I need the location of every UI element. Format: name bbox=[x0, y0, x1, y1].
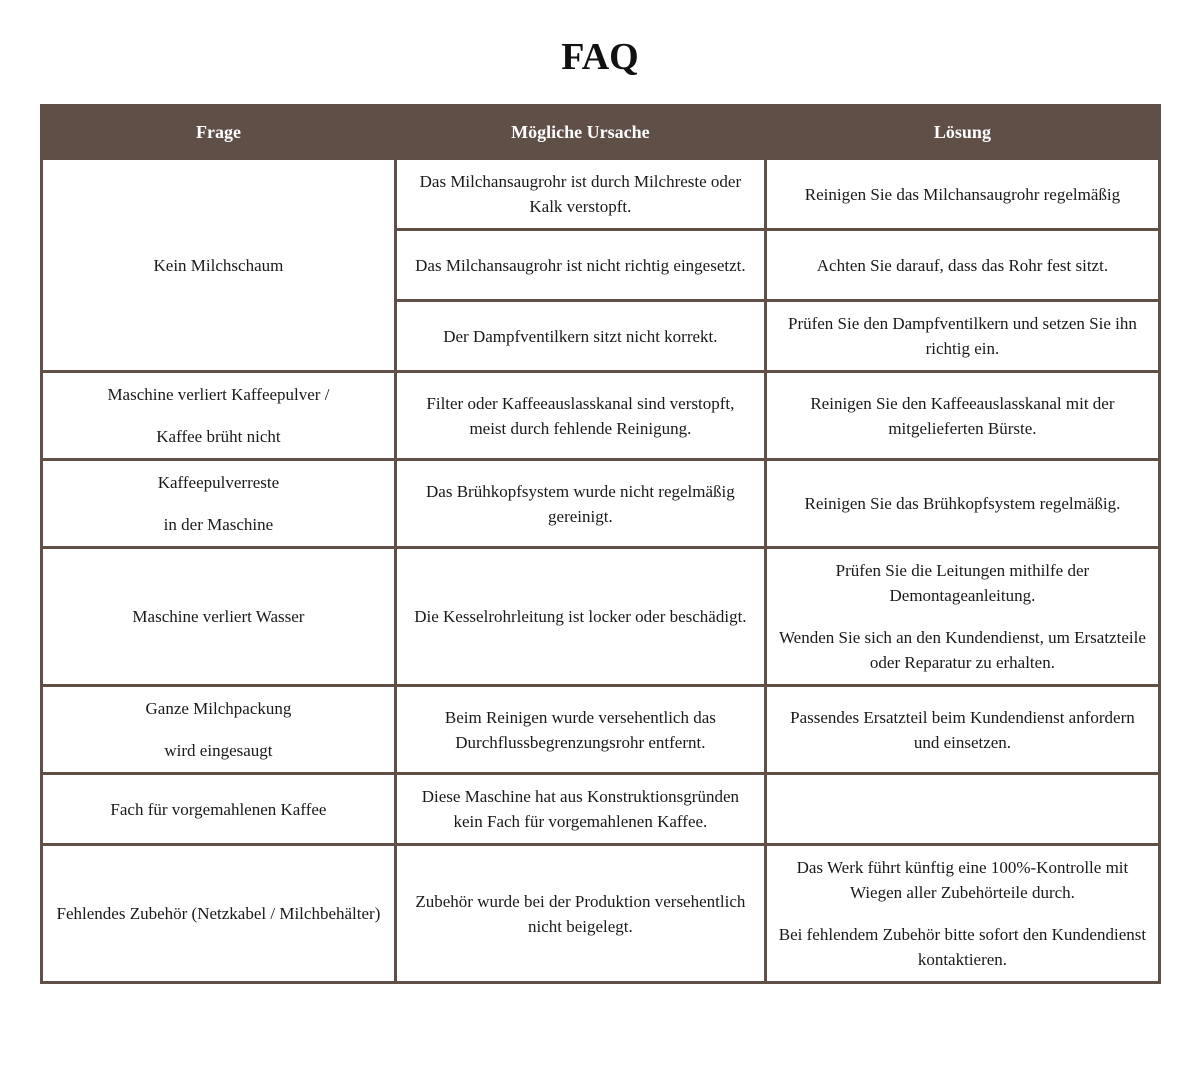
question-cell: Maschine verliert Wasser bbox=[42, 548, 396, 686]
solution-text: Reinigen Sie das Milchansaugrohr regelmäßig bbox=[804, 184, 1121, 204]
cause-cell: Die Kesselrohrleitung ist locker oder beschädigt. bbox=[395, 548, 765, 686]
table-row bbox=[42, 686, 1160, 774]
cause-cell: Das Milchansaugrohr ist nicht richtig eingesetzt. bbox=[395, 230, 765, 301]
cause-cell: Der Dampfventilkern sitzt nicht korrekt. bbox=[395, 301, 765, 372]
solution-cell bbox=[765, 230, 1159, 301]
solution-cell bbox=[765, 301, 1159, 372]
solution-cell bbox=[765, 774, 1159, 845]
faq-table bbox=[40, 104, 1161, 984]
solution-text: Bei fehlendem Zubehör bitte sofort den Kundendienst kontaktieren. bbox=[778, 925, 1147, 969]
question-cell bbox=[42, 460, 396, 548]
solution-text: Wenden Sie sich an den Kundendienst, um Ersatzteile oder Reparatur zu erhalten. bbox=[779, 628, 1146, 672]
question-line: Maschine verliert Kaffeepulver / bbox=[107, 385, 330, 404]
table-row bbox=[42, 845, 1160, 983]
solution-text: Passendes Ersatzteil beim Kundendienst anfordern und einsetzen. bbox=[790, 707, 1135, 752]
table-row bbox=[42, 372, 1160, 460]
solution-text: Prüfen Sie die Leitungen mithilfe der Demontageanleitung. bbox=[835, 561, 1090, 605]
cause-cell: Das Milchansaugrohr ist durch Milchreste oder Kalk verstopft. bbox=[395, 159, 765, 230]
question-cell: Fehlendes Zubehör (Netzkabel / Milchbehälter) bbox=[42, 845, 396, 983]
question-line: Ganze Milchpackung bbox=[145, 699, 292, 718]
column-header-frage: Frage bbox=[42, 106, 396, 159]
cause-cell: Beim Reinigen wurde versehentlich das Durchflussbegrenzungsrohr entfernt. bbox=[395, 686, 765, 774]
table-row bbox=[42, 774, 1160, 845]
solution-text: Prüfen Sie den Dampfventilkern und setzen Sie ihn richtig ein. bbox=[787, 314, 1137, 358]
solution-text: Reinigen Sie den Kaffeeauslasskanal mit der mitgelieferten Bürste. bbox=[810, 393, 1115, 438]
table-header-row bbox=[42, 106, 1160, 159]
solution-text: Achten Sie darauf, dass das Rohr fest sitzt. bbox=[816, 255, 1109, 275]
question-cell bbox=[42, 372, 396, 460]
solution-text: Das Werk führt künftig eine 100%-Kontrolle mit Wiegen aller Zubehörteile durch. bbox=[796, 858, 1129, 902]
question-line: in der Maschine bbox=[163, 515, 274, 534]
cause-cell: Filter oder Kaffeeauslasskanal sind verstopft, meist durch fehlende Reinigung. bbox=[395, 372, 765, 460]
solution-cell bbox=[765, 686, 1159, 774]
question-cell: Kein Milchschaum bbox=[42, 159, 396, 372]
solution-text: Reinigen Sie das Brühkopfsystem regelmäßig. bbox=[804, 494, 1121, 513]
solution-cell bbox=[765, 548, 1159, 686]
solution-cell bbox=[765, 159, 1159, 230]
cause-cell: Diese Maschine hat aus Konstruktionsgründen kein Fach für vorgemahlenen Kaffee. bbox=[395, 774, 765, 845]
column-header-ursache: Mögliche Ursache bbox=[395, 106, 765, 159]
column-header-loesung: Lösung bbox=[765, 106, 1159, 159]
question-cell: Fach für vorgemahlenen Kaffee bbox=[42, 774, 396, 845]
table-row bbox=[42, 159, 1160, 230]
page-title: FAQ bbox=[561, 36, 639, 78]
solution-cell bbox=[765, 372, 1159, 460]
cause-cell: Das Brühkopfsystem wurde nicht regelmäßig gereinigt. bbox=[395, 460, 765, 548]
table-row bbox=[42, 460, 1160, 548]
solution-cell bbox=[765, 460, 1159, 548]
table-row bbox=[42, 548, 1160, 686]
question-cell bbox=[42, 686, 396, 774]
question-line: Kaffeepulverreste bbox=[157, 473, 280, 492]
cause-cell: Zubehör wurde bei der Produktion versehentlich nicht beigelegt. bbox=[395, 845, 765, 983]
question-line: Kaffee brüht nicht bbox=[156, 427, 281, 446]
solution-cell bbox=[765, 845, 1159, 983]
question-line: wird eingesaugt bbox=[164, 741, 273, 760]
